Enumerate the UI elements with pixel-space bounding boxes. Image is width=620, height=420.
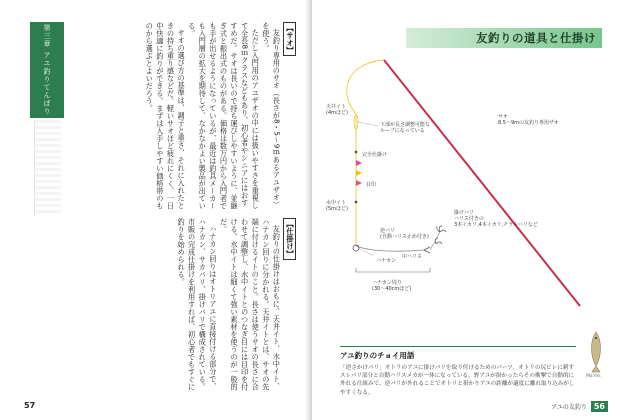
fish-eye	[595, 337, 597, 339]
label-line: サオ	[498, 114, 508, 120]
label-line: 逆バリ	[380, 228, 396, 234]
label-line: 水中イト	[326, 200, 347, 206]
label-hanakan-mawari	[372, 279, 411, 292]
label-line: 8.5〜9mの友釣り専用ザオ	[498, 120, 559, 126]
chapter-tab	[30, 22, 64, 118]
paragraph: 友釣り専用のサオ（長さが8・5〜9ｍあるアユザオ）を使う。	[261, 22, 282, 209]
label-line: 天井イト	[326, 104, 347, 110]
glossary-heading: アユ釣りのチョイ用語	[340, 351, 415, 360]
label-mejirushi: 目印	[366, 182, 377, 188]
chapter-label: 第三章 アユ釣りてんぼり	[43, 24, 51, 116]
paragraph: ハナカン回りはオトリアユに直接付ける部分で、ハナカン、サカバリ、掛けバリで構成されている。市販の完成仕掛けを利用すれば、初心者でもすぐに釣りを始められる。	[177, 218, 218, 391]
leader-line	[358, 122, 378, 126]
label-line: ループになっている	[380, 128, 425, 134]
swivel-joint	[355, 151, 358, 154]
fish-tail	[592, 366, 600, 372]
label-tenjo-ito	[326, 103, 348, 116]
text-column-rod	[100, 22, 296, 212]
footer-right	[551, 401, 608, 412]
label-line: (30〜40cmほど)	[372, 286, 412, 292]
paragraph: 友釣りの仕掛けはおもに、天井イト、水中イト、ハナカン回りに分かれる。天井イトとは、サオの先端に付けるイトのこと。長さは使うサオの長さに合わせて調整し、水中イトとのつなぎ目には目印を付ける。水中イトは細くて強い素材を使うのが一般的だ。	[219, 218, 282, 391]
label-line: 下部が長さ調整可能な	[380, 122, 431, 128]
kake-bari-hook	[437, 226, 446, 232]
paragraph: サオの選び方の基準は、調子と重さ、それに入れたときの持ち重り感などだ。軽いサオほど疲れにくく、一日中快適に釣りができる。まずは入手しやすい価格帯のものから選ぶとよいだろう。	[145, 22, 187, 210]
label-line: (自動ハリス止め付き)	[380, 234, 429, 240]
saka-bari-hook	[424, 247, 430, 253]
chapter-decoration	[34, 120, 61, 216]
label-line: 3本イカリ,4本イカリ,チラシバリなど	[454, 222, 538, 228]
label-line: ハリス付きの	[454, 216, 484, 222]
running-head: アユの友釣り	[551, 404, 587, 411]
section-heading-rod: 【サオ】	[283, 22, 296, 56]
tackle-diagram	[312, 56, 620, 344]
marker-flag	[356, 170, 362, 176]
page-number-left: 57	[24, 401, 36, 410]
label-suichu-ito	[326, 199, 348, 212]
label-line: (5mほど)	[326, 206, 348, 212]
ayu-fish-illustration	[582, 330, 610, 378]
label-line: (4mほど)	[326, 110, 348, 116]
marker-flag	[356, 180, 362, 186]
rod-line	[384, 60, 580, 306]
text-column-tackle	[100, 218, 296, 396]
tenjo-ito-line	[347, 60, 384, 114]
glossary-body: 「逆さかけバリ」オトリのアユに掛けバリを取り付けるためのパーツ。オトリの尻ビレに刺すスレバリ部分と自動ハリスメカが一体になっている。野アユが掛かったらその衝撃で自動的に外れる仕組みで、逆バリが外れることでオトリと掛かりアユの距離が適度に離れ取り込みがしやすくなる。	[340, 365, 575, 396]
naka-harisu-line	[356, 246, 424, 251]
page-number-right: 56	[591, 401, 608, 412]
label-naka-harisu: 中ハリス	[402, 254, 422, 260]
label-rod	[498, 113, 559, 126]
marker-flag	[356, 160, 362, 166]
label-line: ハナカン周り	[372, 280, 402, 286]
label-saka-bari	[380, 227, 429, 240]
page-title: 友釣りの道具と仕掛け	[476, 31, 596, 45]
label-loop	[380, 121, 432, 134]
leader-line	[358, 248, 374, 256]
swivel-joint	[355, 201, 358, 204]
label-kake-bari	[454, 209, 538, 228]
label-kansei: 完全仕掛け	[362, 152, 388, 158]
paragraph: ただし入門用のアユザオの中には扱いやすさを重視して全長8ｍクラスなどもあり、初心者やシニアにはおすすめだ。サオは長いので持ち運びしやすいように、並継ぎ式と振出式のものがある。価格は数万円から入門者でも手が出せるようになっているが、最近は釣具メーカーも入門層の拡大を期待して、なかなかよい製品が出ている。	[187, 22, 261, 210]
label-line: 掛けバリ	[454, 210, 475, 216]
glossary-box	[340, 346, 576, 399]
right-page	[312, 0, 620, 420]
title-bar	[406, 28, 602, 48]
hanakan-mawari-bracket	[356, 268, 430, 272]
section-heading-tackle: 【仕掛け】	[283, 218, 296, 260]
label-hanakan: ハナカン	[376, 258, 396, 264]
fish-caption: Ma'ms	[586, 374, 601, 378]
